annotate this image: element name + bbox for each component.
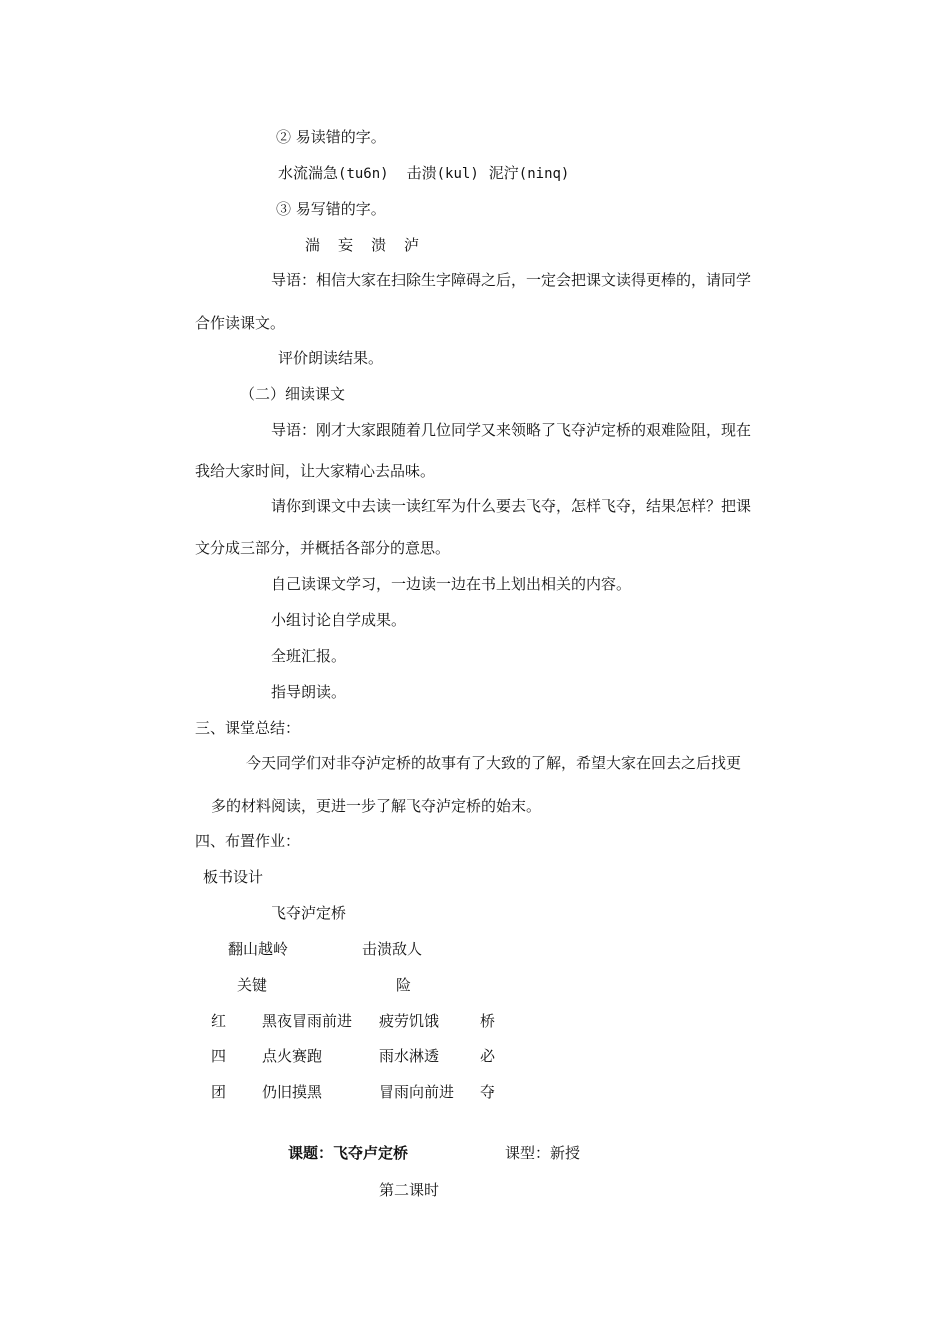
char-1: 湍 xyxy=(305,236,321,254)
paragraph-line: 今天同学们对非夺泸定桥的故事有了大致的了解，希望大家在回去之后找更 xyxy=(246,754,742,772)
item-miswrite-heading: ③ 易写错的字。 xyxy=(276,200,386,218)
board-cell: 四 xyxy=(211,1047,227,1065)
board-cell: 必 xyxy=(480,1047,496,1065)
board-cell: 雨水淋透 xyxy=(379,1047,440,1065)
paragraph-line: 我给大家时间，让大家精心去品味。 xyxy=(195,462,436,480)
board-cell: 点火赛跑 xyxy=(262,1047,323,1065)
lesson-period: 第二课时 xyxy=(379,1181,440,1199)
board-title: 飞夺泸定桥 xyxy=(271,904,347,922)
paragraph-line: 文分成三部分，并概括各部分的意思。 xyxy=(195,539,451,557)
item-misread-heading: ② 易读错的字。 xyxy=(276,128,386,146)
board-cell: 险 xyxy=(396,976,412,994)
lesson-type: 课型：新授 xyxy=(505,1144,581,1162)
paragraph-line: 请你到课文中去读一读红军为什么要去飞夺，怎样飞夺，结果怎样？把课 xyxy=(271,497,752,515)
board-cell: 夺 xyxy=(480,1083,496,1101)
board-cell: 关键 xyxy=(237,976,268,994)
board-cell: 团 xyxy=(211,1083,227,1101)
paragraph-line: 多的材料阅读，更进一步了解飞夺泸定桥的始末。 xyxy=(211,797,542,815)
paragraph-line: 自己读课文学习，一边读一边在书上划出相关的内容。 xyxy=(271,575,632,593)
word-3: 泥泞 xyxy=(488,164,519,182)
pinyin-1: (tu6n) xyxy=(338,166,389,182)
paragraph-line: 合作读课文。 xyxy=(195,314,286,332)
board-cell: 黑夜冒雨前进 xyxy=(262,1012,353,1030)
word-2: 击溃 xyxy=(406,164,437,182)
section-heading: （二）细读课文 xyxy=(240,385,346,403)
board-cell: 翻山越岭 xyxy=(228,940,289,958)
word-1: 水流湍急 xyxy=(278,164,339,182)
board-cell: 击溃敌人 xyxy=(362,940,423,958)
board-cell: 红 xyxy=(211,1012,227,1030)
paragraph-line: 评价朗读结果。 xyxy=(278,349,384,367)
pinyin-3: (ninq) xyxy=(518,166,570,182)
section-heading: 三、课堂总结： xyxy=(195,719,301,737)
char-2: 妄 xyxy=(338,236,354,254)
board-cell: 桥 xyxy=(480,1012,496,1030)
paragraph-line: 全班汇报。 xyxy=(271,647,347,665)
board-cell: 疲劳饥饿 xyxy=(379,1012,440,1030)
char-4: 泸 xyxy=(404,236,420,254)
pinyin-2: (kul) xyxy=(436,166,479,182)
paragraph-line: 导语：刚才大家跟随着几位同学又来领略了飞夺泸定桥的艰难险阻，现在 xyxy=(271,421,752,439)
board-cell: 仍旧摸黑 xyxy=(262,1083,323,1101)
paragraph-line: 导语：相信大家在扫除生字障碍之后，一定会把课文读得更棒的，请同学 xyxy=(271,271,752,289)
section-heading: 四、布置作业： xyxy=(195,832,301,850)
board-design-label: 板书设计 xyxy=(203,868,264,886)
board-cell: 冒雨向前进 xyxy=(379,1083,455,1101)
paragraph-line: 小组讨论自学成果。 xyxy=(271,611,407,629)
char-3: 溃 xyxy=(371,236,387,254)
misread-words-line xyxy=(278,163,569,184)
paragraph-line: 指导朗读。 xyxy=(271,683,347,701)
miswrite-chars-line xyxy=(305,235,419,255)
lesson-title: 课题：飞夺卢定桥 xyxy=(288,1144,409,1162)
